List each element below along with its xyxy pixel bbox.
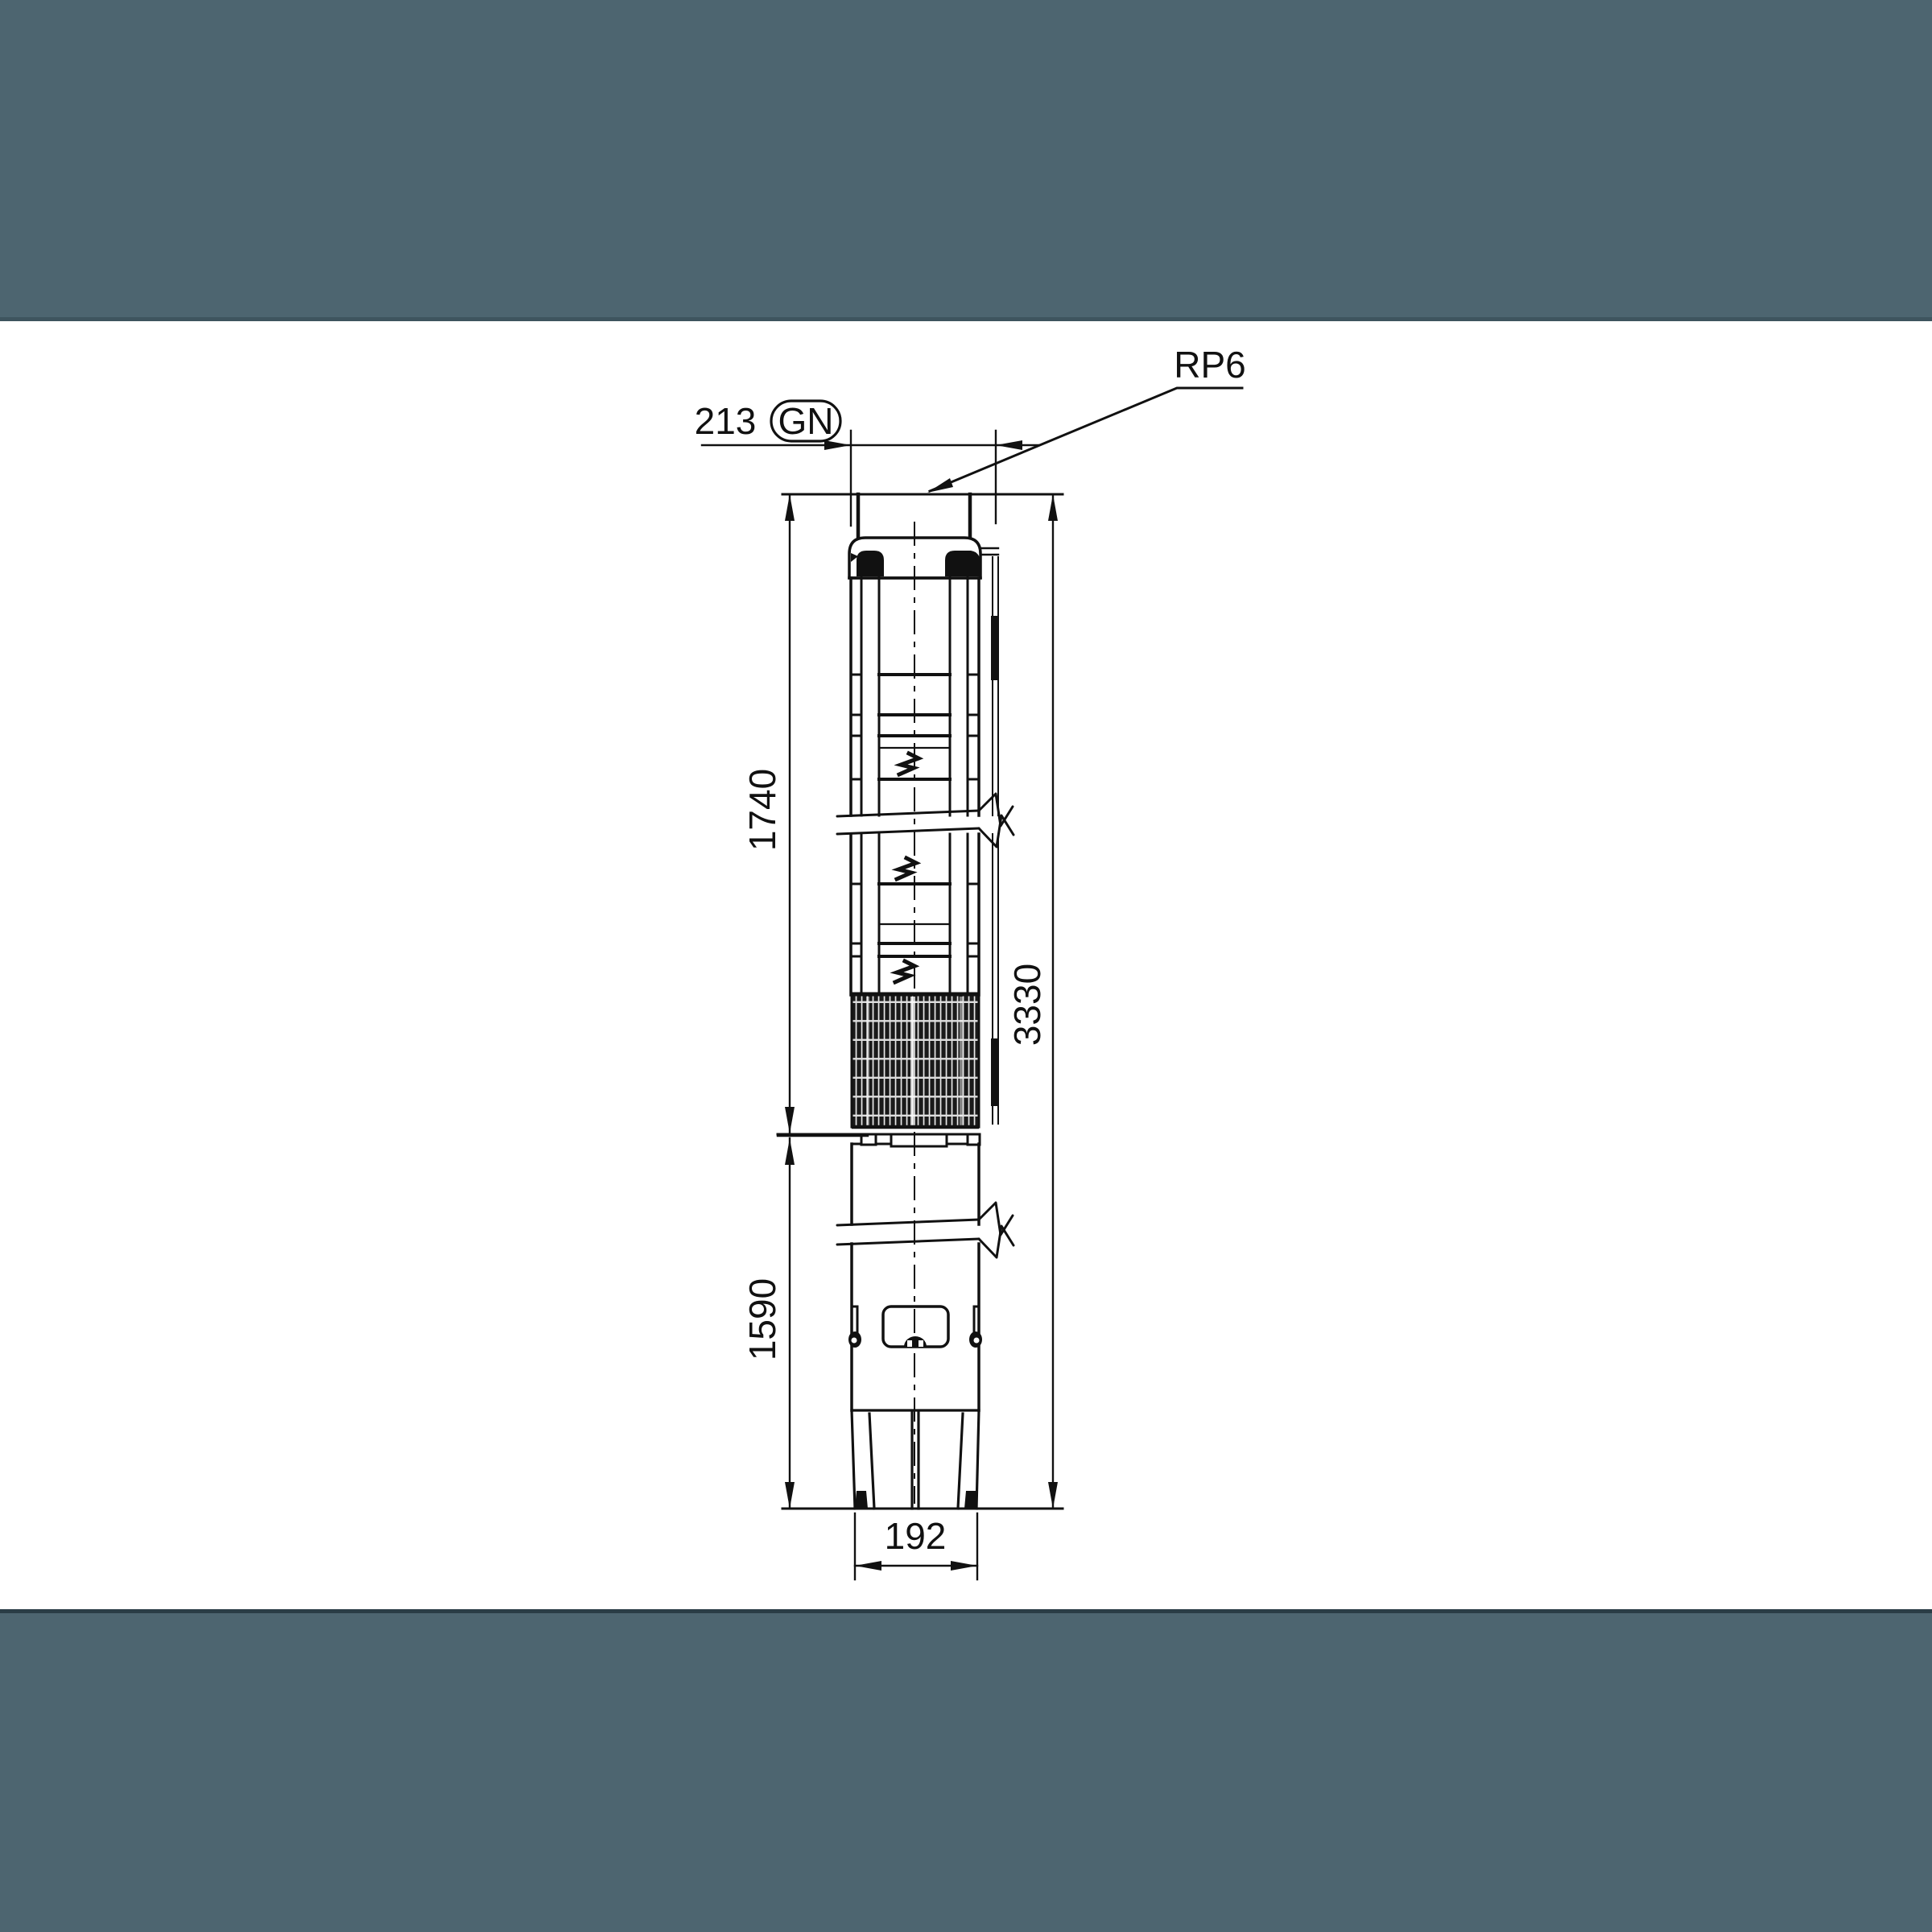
- suction-strainer: [852, 995, 979, 1127]
- top-band: [0, 0, 1932, 317]
- label-1740: 1740: [741, 768, 783, 852]
- cable-guard-hook-left: [857, 551, 884, 576]
- bottom-band: [0, 1613, 1932, 1932]
- label-213: 213: [694, 400, 757, 442]
- label-1590: 1590: [741, 1278, 783, 1361]
- bottom-band-edge: [0, 1609, 1932, 1613]
- cable-guard-hook-right: [945, 551, 980, 576]
- top-band-edge: [0, 317, 1932, 321]
- label-gn: GN: [778, 400, 834, 442]
- label-3330: 3330: [1006, 963, 1048, 1046]
- motor-coupling: [891, 1134, 947, 1146]
- label-192: 192: [884, 1515, 947, 1557]
- label-rp6: RP6: [1174, 344, 1246, 386]
